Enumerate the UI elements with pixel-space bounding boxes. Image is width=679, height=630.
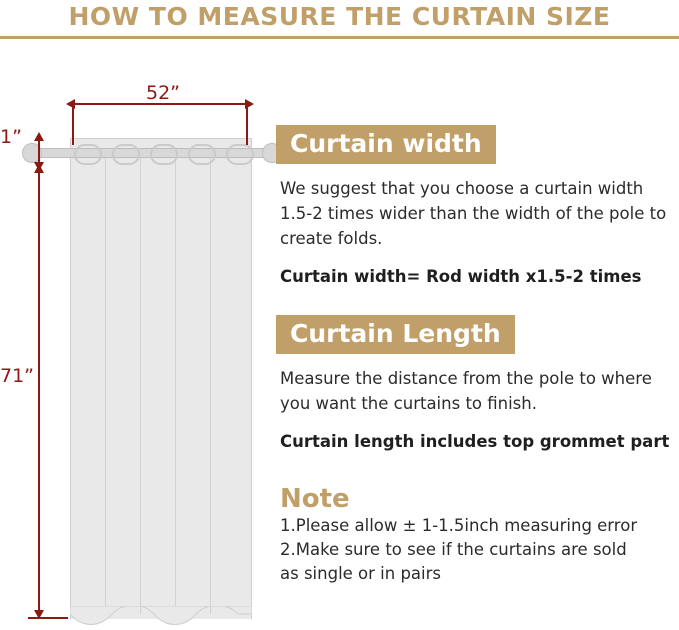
curtain-diagram: [0, 40, 300, 628]
note-title: Note: [280, 484, 350, 514]
length-label: 71”: [0, 365, 35, 387]
grommet: [188, 144, 216, 165]
section-heading-curtain-length: Curtain Length: [276, 315, 515, 354]
grommet: [226, 144, 254, 165]
section-body-curtain-length: Measure the distance from the pole to where you want the curtains to finish.: [280, 369, 652, 413]
section-heading-curtain-width: Curtain width: [276, 125, 496, 164]
note-line-2: 2.Make sure to see if the curtains are sold: [280, 540, 627, 559]
note-line-3: as single or in pairs: [280, 564, 442, 583]
length-arrow-up: [34, 164, 44, 173]
curtain-fold: [105, 148, 106, 614]
curtain-hem: [70, 606, 252, 630]
note-line-1: 1.Please allow ± 1-1.5inch measuring error: [280, 516, 638, 535]
length-baseline: [28, 617, 68, 619]
width-extension-left: [72, 103, 74, 145]
grommet-drop-arrow-up: [34, 132, 44, 141]
grommet-drop-label: 1”: [0, 126, 22, 148]
width-extension-right: [246, 103, 248, 145]
grommet: [150, 144, 178, 165]
grommet: [74, 144, 102, 165]
instructions-column: [276, 125, 679, 586]
curtain-panel: [70, 138, 252, 619]
section-formula-curtain-width: Curtain width= Rod width x1.5-2 times: [280, 267, 642, 286]
grommet: [112, 144, 140, 165]
curtain-fold: [210, 148, 211, 614]
section-formula-curtain-length: Curtain length includes top grommet part: [280, 432, 670, 451]
width-label: 52”: [146, 82, 181, 104]
curtain-fold: [140, 148, 141, 614]
grommet-drop-line: [38, 138, 40, 164]
page-title: HOW TO MEASURE THE CURTAIN SIZE: [68, 2, 611, 31]
section-body-curtain-width: We suggest that you choose a curtain width 1.5-2 times wider than the width of the pole to create folds.: [280, 179, 667, 248]
curtain-fold: [175, 148, 176, 614]
length-dimension-line: [38, 170, 40, 618]
title-divider: [0, 36, 679, 39]
